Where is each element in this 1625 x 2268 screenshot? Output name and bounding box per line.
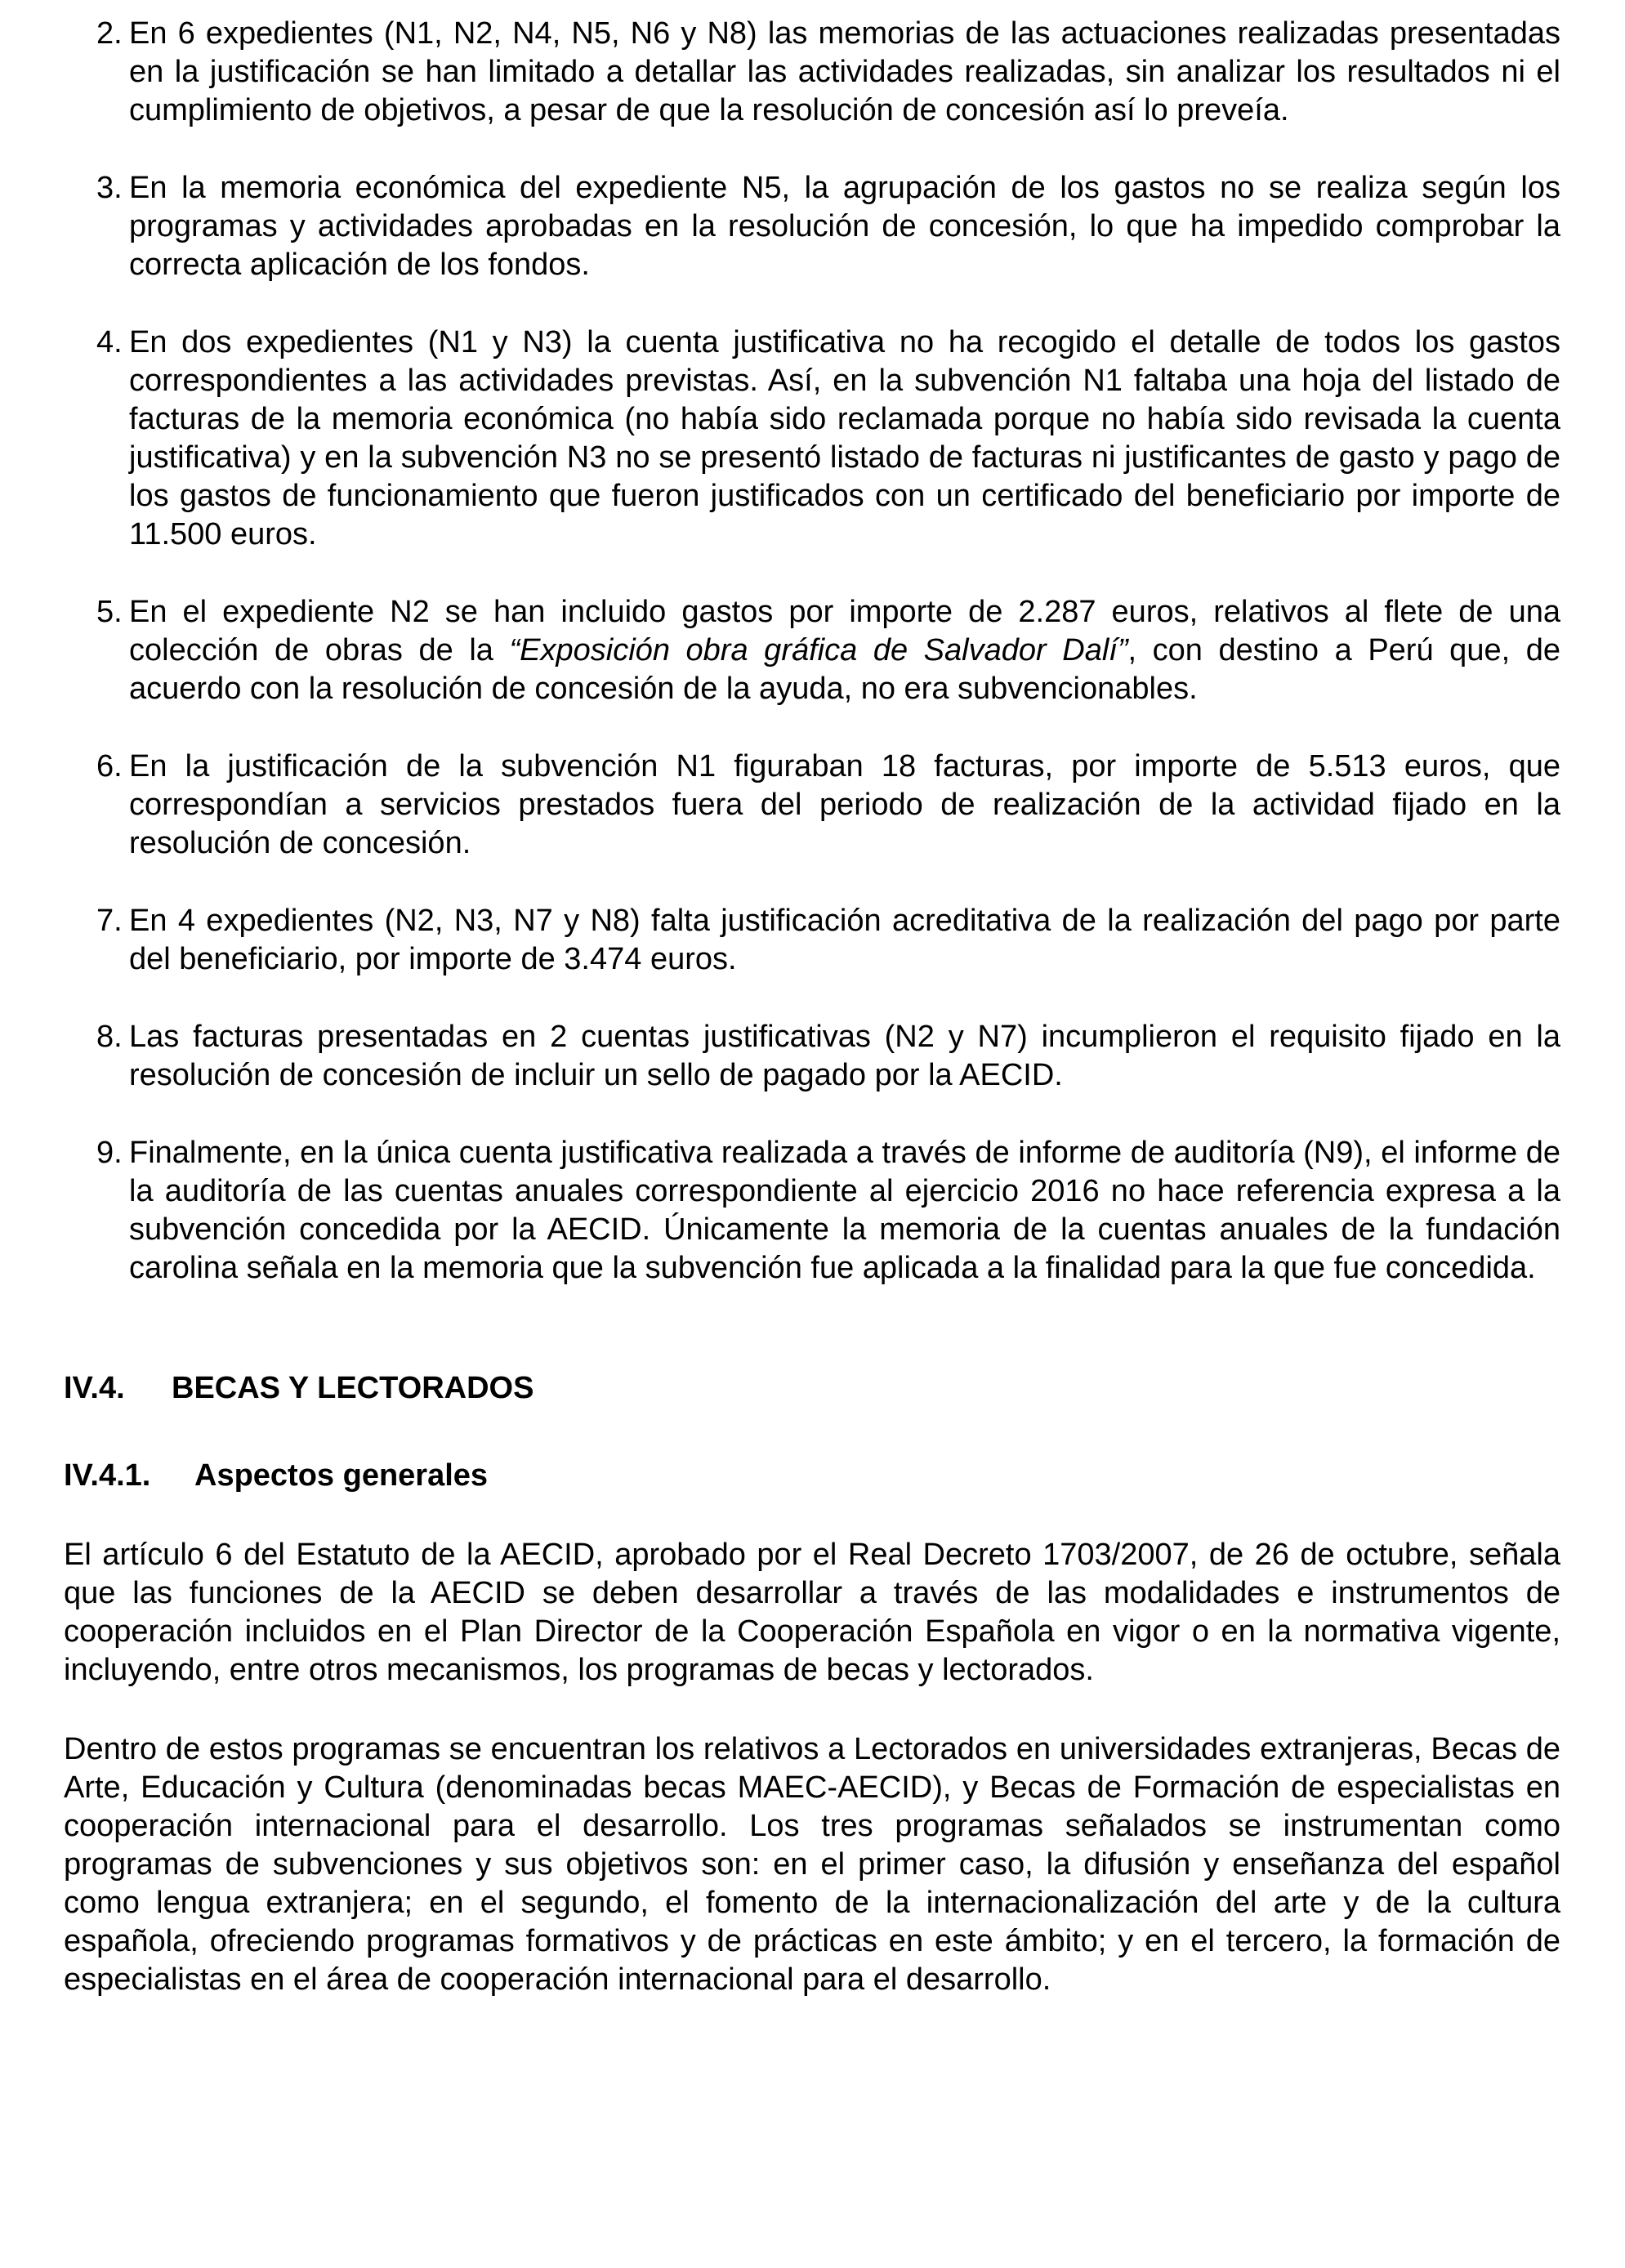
list-item-text: En la memoria económica del expediente N5, la agrupación de los gastos no se realiza según los programas y actividades aprobadas en la resolución de concesión, lo que ha impedido comprobar la correcta aplicación de los fondos. — [129, 171, 1560, 282]
document-page — [64, 15, 1560, 2040]
list-item-number: 6. — [96, 749, 123, 784]
list-item-number: 7. — [96, 904, 123, 938]
section-title: BECAS Y LECTORADOS — [172, 1371, 534, 1405]
list-item-text: En dos expedientes (N1 y N3) la cuenta justificativa no ha recogido el detalle de todos los gastos correspondientes a las actividades previstas. Así, en la subvención N1 faltaba una hoja del listado de facturas de la memoria económica (no había sido reclamada porque no había sido revisada la cuenta justificativa) y en la subvención N3 no se presentó listado de facturas ni justificantes de gasto y pago de los gastos de funcionamiento que fueron justificados con un certificado del beneficiario por importe de 11.500 euros. — [129, 325, 1560, 551]
list-item-text: Las facturas presentadas en 2 cuentas justificativas (N2 y N7) incumplieron el requisito fijado en la resolución de concesión de incluir un sello de pagado por la AECID. — [129, 1020, 1560, 1092]
list-item — [64, 324, 1560, 554]
list-item — [64, 748, 1560, 863]
list-item-text-part: En el expediente N2 se han incluido gastos por importe de 2.287 euros, relativos al flete de una colección de obras de la — [129, 595, 1560, 667]
body-paragraph: Dentro de estos programas se encuentran los relativos a Lectorados en universidades extranjeras, Becas de Arte, Educación y Cultura (denominadas becas MAEC-AECID), y Becas de Formación de especialistas en cooperación internacional para el desarrollo. Los tres programas señalados se instrumentan como programas de subvenciones y sus objetivos son: en el primer caso, la difusión y enseñanza del español como lengua extranjera; en el segundo, el fomento de la internacionalización del arte y de la cultura española, ofreciendo programas formativos y de prácticas en este ámbito; y en el tercero, la formación de especialistas en el área de cooperación internacional para el desarrollo. — [64, 1732, 1560, 1997]
section-number: IV.4. — [64, 1371, 125, 1405]
list-item-text — [129, 593, 1560, 708]
list-item — [64, 15, 1560, 130]
findings-list — [64, 15, 1560, 1288]
list-item — [64, 1134, 1560, 1288]
list-item-text: En 6 expedientes (N1, N2, N4, N5, N6 y N8) las memorias de las actuaciones realizadas presentadas en la justificación se han limitado a detallar las actividades realizadas, sin analizar los resultados ni el cumplimiento de objetivos, a pesar de que la resolución de concesión así lo preveía. — [129, 16, 1560, 127]
section-heading — [64, 1369, 1560, 1408]
list-item-text: Finalmente, en la única cuenta justificativa realizada a través de informe de auditoría (N9), el informe de la auditoría de las cuentas anuales correspondiente al ejercicio 2016 no hace referencia expresa a la subvención concedida por la AECID. Únicamente la memoria de la cuentas anuales de la fundación carolina señala en la memoria que la subvención fue aplicada a la finalidad para la que fue concedida. — [129, 1136, 1560, 1285]
list-item-number: 5. — [96, 595, 123, 629]
list-item — [64, 169, 1560, 284]
subsection-number: IV.4.1. — [64, 1458, 151, 1493]
list-item-number: 2. — [96, 16, 123, 51]
list-item-number: 3. — [96, 171, 123, 205]
list-item-number: 4. — [96, 325, 123, 359]
list-item — [64, 593, 1560, 708]
list-item-text-part: , con destino a Perú que, de acuerdo con la resolución de concesión de la ayuda, no era subvencionables. — [129, 633, 1560, 706]
list-item-number: 9. — [96, 1136, 123, 1170]
list-item-text: En la justificación de la subvención N1 figuraban 18 facturas, por importe de 5.513 euros, que correspondían a servicios prestados fuera del periodo de realización de la actividad fijado en la resolución de concesión. — [129, 749, 1560, 860]
list-item — [64, 902, 1560, 979]
subsection-title: Aspectos generales — [194, 1458, 489, 1493]
list-item-text: En 4 expedientes (N2, N3, N7 y N8) falta justificación acreditativa de la realización del pago por parte del beneficiario, por importe de 3.474 euros. — [129, 904, 1560, 976]
exhibition-title: “Exposición obra gráfica de Salvador Dalí” — [509, 633, 1128, 667]
subsection-heading — [64, 1457, 1560, 1495]
body-paragraph: El artículo 6 del Estatuto de la AECID, aprobado por el Real Decreto 1703/2007, de 26 de octubre, señala que las funciones de la AECID se deben desarrollar a través de las modalidades e instrumentos de cooperación incluidos en el Plan Director de la Cooperación Española en vigor o en la normativa vigente, incluyendo, entre otros mecanismos, los programas de becas y lectorados. — [64, 1538, 1560, 1687]
list-item-number: 8. — [96, 1020, 123, 1054]
list-item — [64, 1018, 1560, 1095]
